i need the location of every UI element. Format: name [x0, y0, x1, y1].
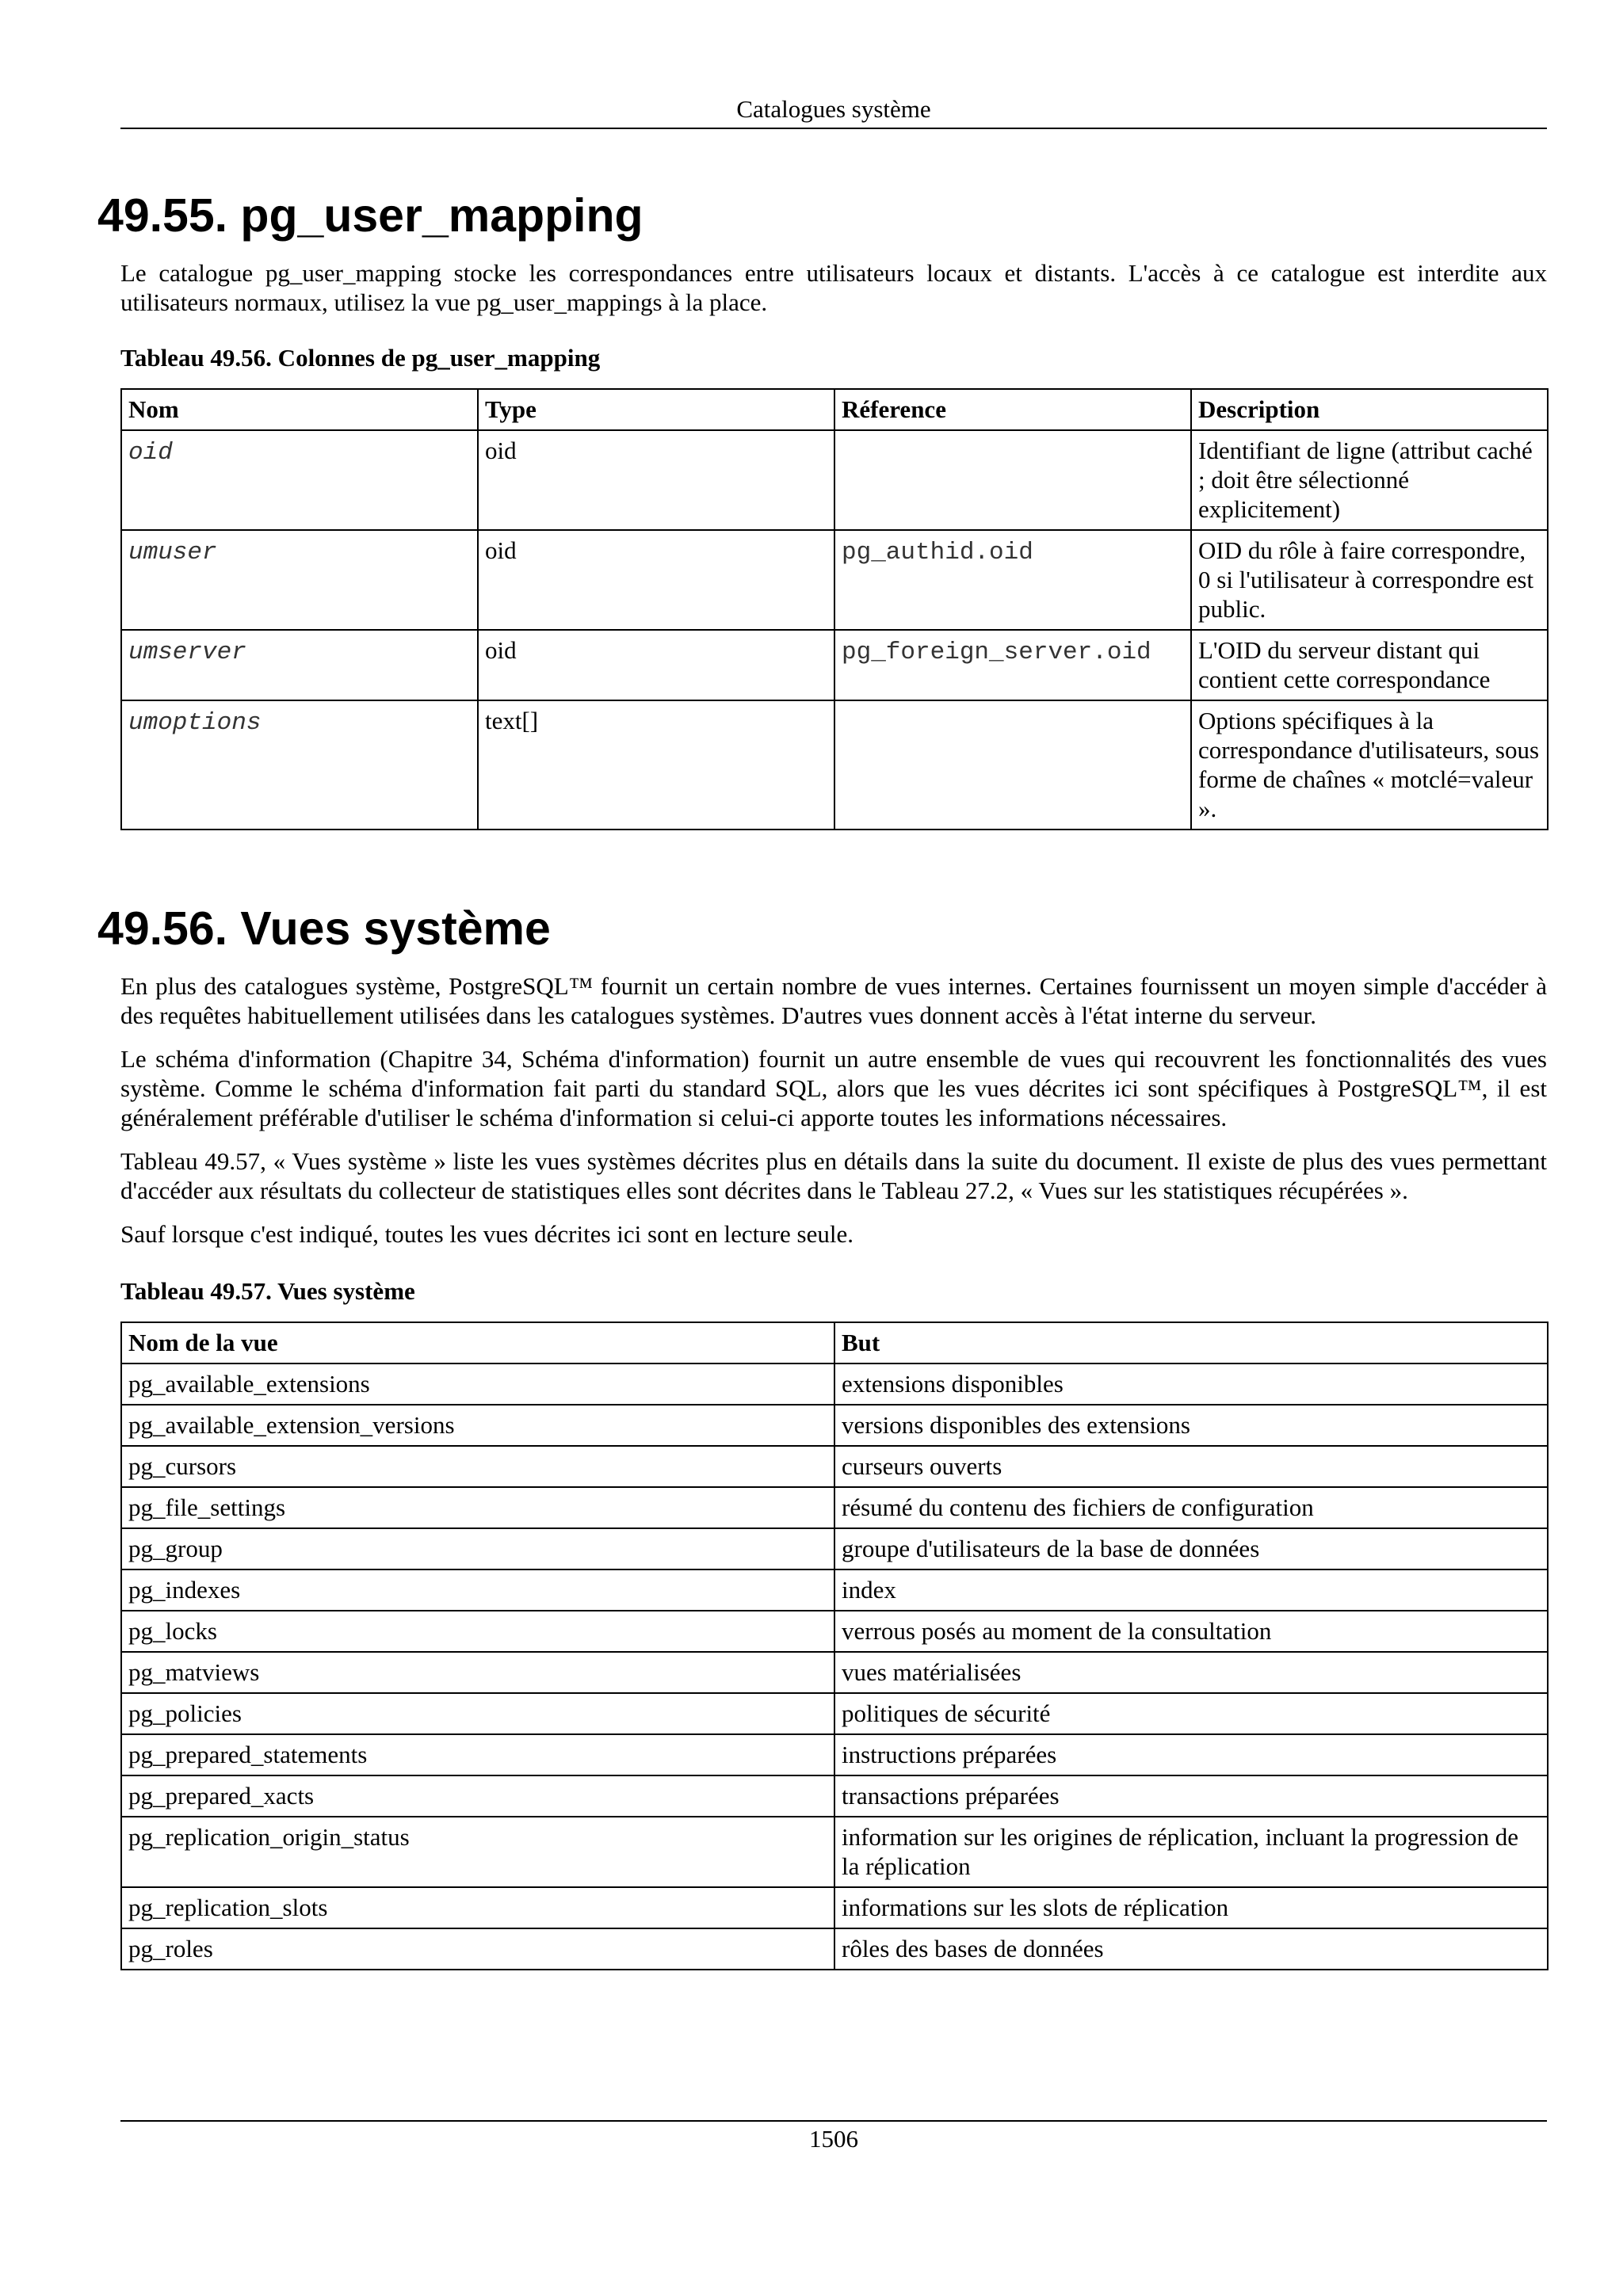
cell-view-name: pg_available_extensions: [121, 1363, 834, 1405]
cell-reference: [834, 530, 1191, 630]
cell-type: oid: [478, 430, 834, 530]
table-row: [121, 1487, 1548, 1528]
table-row: [121, 430, 1548, 530]
section-56-paragraph: Sauf lorsque c'est indiqué, toutes les vues décrites ici sont en lecture seule.: [120, 1220, 854, 1248]
cell-view-name: pg_prepared_statements: [121, 1734, 834, 1775]
table-row: [121, 1775, 1548, 1817]
cell-reference: [834, 700, 1191, 830]
cell-name: [121, 430, 478, 530]
cell-purpose: information sur les origines de réplication, incluant la progression de la réplication: [834, 1817, 1548, 1887]
table-header-row: [121, 1322, 1548, 1363]
cell-view-name: pg_file_settings: [121, 1487, 834, 1528]
cell-purpose: politiques de sécurité: [834, 1693, 1548, 1734]
footer-rule: [120, 2120, 1547, 2122]
cell-view-name: pg_matviews: [121, 1652, 834, 1693]
column-header-nom-de-la-vue: Nom de la vue: [121, 1322, 834, 1363]
column-name-code: umserver: [128, 639, 246, 666]
column-header-description: Description: [1191, 389, 1548, 430]
cell-view-name: pg_available_extension_versions: [121, 1405, 834, 1446]
table-pg-user-mapping-columns: [120, 388, 1549, 830]
section-56-paragraph: En plus des catalogues système, PostgreSQL™ fournit un certain nombre de vues internes. Certaines fournissent un moyen simple d'accéder à des requêtes habituellement utilisées dans les catalogues systèmes. D'autres vues donnent accès à l'état interne du serveur.: [120, 972, 1547, 1029]
cell-purpose: résumé du contenu des fichiers de configuration: [834, 1487, 1548, 1528]
section-56-body: [120, 971, 1547, 1970]
table-row: [121, 700, 1548, 830]
table-row: [121, 1817, 1548, 1887]
cell-description: Options spécifiques à la correspondance d'utilisateurs, sous forme de chaînes « motclé=valeur ».: [1191, 700, 1548, 830]
cell-purpose: informations sur les slots de réplication: [834, 1887, 1548, 1928]
cell-view-name: pg_locks: [121, 1611, 834, 1652]
table-row: [121, 1652, 1548, 1693]
cell-description: Identifiant de ligne (attribut caché ; doit être sélectionné explicitement): [1191, 430, 1548, 530]
table-vues-systeme: [120, 1322, 1549, 1970]
cell-type: oid: [478, 530, 834, 630]
running-header: Catalogues système: [736, 95, 931, 123]
column-header-but: But: [834, 1322, 1548, 1363]
cell-description: L'OID du serveur distant qui contient cette correspondance: [1191, 630, 1548, 700]
table-row: [121, 1693, 1548, 1734]
table-caption-49-56: Tableau 49.56. Colonnes de pg_user_mapping: [120, 344, 601, 372]
cell-type: text[]: [478, 700, 834, 830]
cell-purpose: transactions préparées: [834, 1775, 1548, 1817]
cell-purpose: vues matérialisées: [834, 1652, 1548, 1693]
cell-purpose: versions disponibles des extensions: [834, 1405, 1548, 1446]
table-caption-49-57: Tableau 49.57. Vues système: [120, 1277, 415, 1305]
table-row: [121, 1405, 1548, 1446]
cell-view-name: pg_roles: [121, 1928, 834, 1970]
cell-view-name: pg_replication_origin_status: [121, 1817, 834, 1887]
table-row: [121, 530, 1548, 630]
table-row: [121, 1363, 1548, 1405]
cell-purpose: index: [834, 1569, 1548, 1611]
cell-reference: [834, 630, 1191, 700]
table-row: [121, 1734, 1548, 1775]
column-name-code: umoptions: [128, 709, 262, 737]
cell-purpose: verrous posés au moment de la consultation: [834, 1611, 1548, 1652]
cell-purpose: instructions préparées: [834, 1734, 1548, 1775]
cell-purpose: groupe d'utilisateurs de la base de données: [834, 1528, 1548, 1569]
section-56-paragraph: Le schéma d'information (Chapitre 34, Schéma d'information) fournit un autre ensemble de vues qui recouvrent les fonctionnalités des vues système. Comme le schéma d'information fait parti du standard SQL, alors que les vues décrites ici sont spécifiques à PostgreSQL™, il est généralement préférable d'utiliser le schéma d'information si celui-ci apporte toutes les informations nécessaires.: [120, 1045, 1547, 1131]
cell-name: [121, 700, 478, 830]
cell-name: [121, 530, 478, 630]
cell-purpose: rôles des bases de données: [834, 1928, 1548, 1970]
cell-view-name: pg_group: [121, 1528, 834, 1569]
section-55-intro: Le catalogue pg_user_mapping stocke les correspondances entre utilisateurs locaux et distants. L'accès à ce catalogue est interdite aux utilisateurs normaux, utilisez la vue pg_user_mappings à la place.: [120, 259, 1547, 316]
cell-view-name: pg_prepared_xacts: [121, 1775, 834, 1817]
reference-code: pg_foreign_server.oid: [842, 639, 1151, 666]
table-row: [121, 1928, 1548, 1970]
cell-view-name: pg_indexes: [121, 1569, 834, 1611]
column-header-nom: Nom: [121, 389, 478, 430]
section-56-paragraph: Tableau 49.57, « Vues système » liste les vues systèmes décrites plus en détails dans la suite du document. Il existe de plus des vues permettant d'accéder aux résultats du collecteur de statistiques elles sont décrites dans le Tableau 27.2, « Vues sur les statistiques récupérées ».: [120, 1147, 1547, 1204]
cell-purpose: extensions disponibles: [834, 1363, 1548, 1405]
table-row: [121, 630, 1548, 700]
column-name-code: oid: [128, 439, 173, 467]
table-row: [121, 1611, 1548, 1652]
cell-description: OID du rôle à faire correspondre, 0 si l'utilisateur à correspondre est public.: [1191, 530, 1548, 630]
table-header-row: [121, 389, 1548, 430]
cell-type: oid: [478, 630, 834, 700]
column-name-code: umuser: [128, 539, 217, 566]
table-row: [121, 1887, 1548, 1928]
page-number: 1506: [809, 2125, 858, 2153]
reference-code: pg_authid.oid: [842, 539, 1033, 566]
section-title-pg-user-mapping: 49.55. pg_user_mapping: [97, 189, 643, 242]
cell-reference: [834, 430, 1191, 530]
cell-view-name: pg_cursors: [121, 1446, 834, 1487]
cell-view-name: pg_replication_slots: [121, 1887, 834, 1928]
column-header-reference: Réference: [834, 389, 1191, 430]
column-header-type: Type: [478, 389, 834, 430]
table-row: [121, 1446, 1548, 1487]
table-row: [121, 1569, 1548, 1611]
cell-view-name: pg_policies: [121, 1693, 834, 1734]
section-55-body: [120, 258, 1547, 830]
cell-purpose: curseurs ouverts: [834, 1446, 1548, 1487]
header-rule: [120, 128, 1547, 129]
table-row: [121, 1528, 1548, 1569]
section-title-vues-systeme: 49.56. Vues système: [97, 902, 551, 955]
cell-name: [121, 630, 478, 700]
